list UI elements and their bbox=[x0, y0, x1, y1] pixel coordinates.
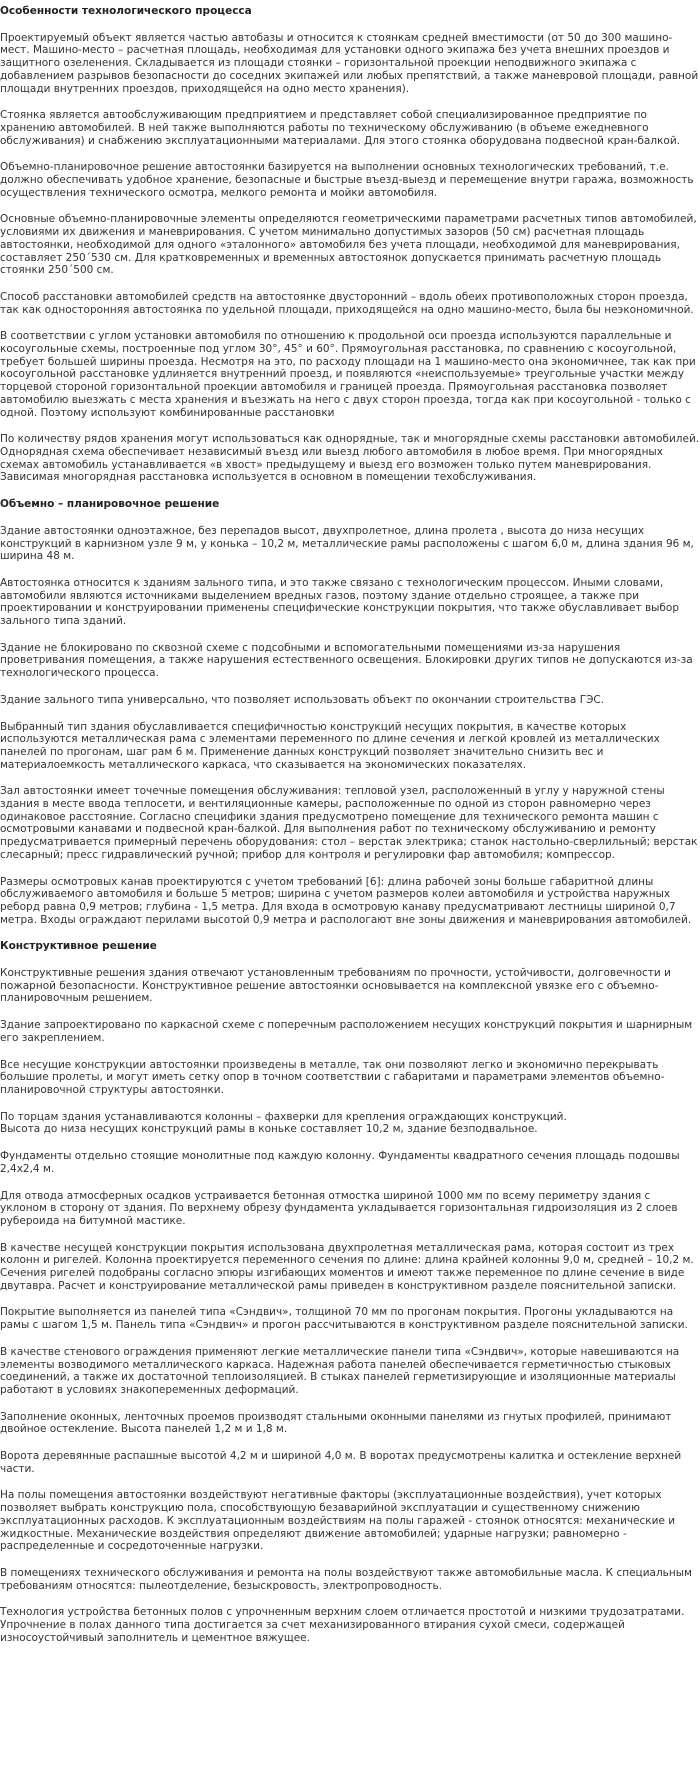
paragraph: Здание зального типа универсально, что позволяет использовать объект по окончании строительства ГЭС. bbox=[0, 693, 605, 706]
section-heading-structural: Конструктивное решение bbox=[0, 940, 157, 953]
paragraph: Для отвода атмосферных осадков устраивается бетонная отмостка шириной 1000 мм по всему периметру здания с уклоном в сторону от здания. По верхнему обрезу фундамента укладывается горизонтальная гидроизоляция из 2 слоев рубероида на битумной мастике. bbox=[0, 1189, 678, 1227]
section-heading-planning: Объемно – планировочное решение bbox=[0, 498, 220, 511]
section-heading-technology: Особенности технологического процесса bbox=[0, 5, 252, 17]
paragraph: Ворота деревянные распашные высотой 4,2 м и шириной 4,0 м. В воротах предусмотрены калитка и остекление верхней части. bbox=[0, 1450, 682, 1475]
paragraph: Проектируемый объект является частью автобазы и относится к стоянкам средней вместимости (от 50 до 300 машино-мест. Машино-место – расчетная площадь, необходимая для установки одного экипажа без учета внешних проездов и защитного озеленения. Складывается из площади стоянки – горизонтальной проекции неподвижного экипажа с добавлением разрывов безопасности до соседних экипажей или любых препятствий, а также маневровой площади, равной площади внутренних проездов, приходящейся на одно место хранения). bbox=[0, 31, 699, 95]
paragraph-columns bbox=[0, 1111, 700, 1136]
paragraph: Здание запроектировано по каркасной схеме с поперечным расположением несущих конструкций покрытия и шарнирным его закреплением. bbox=[0, 1019, 693, 1044]
paragraph: Зал автостоянки имеет точечные помещения обслуживания: тепловой узел, расположенный в углу у наружной стены здания в месте ввода теплосети, и вентиляционные камеры, расположенные по одной из сторон равномерно через одинаковое расстояние. Согласно специфики здания предусмотрено помещение для технического ремонта машин с осмотровыми канавами и подвесной кран-балкой. Для выполнения работ по техническому обслуживанию и ремонту предусматривается примерный перечень оборудования: стол – верстак электрика; станок настольно-сверлильный; верстак слесарный; пресс гидравлический ручной; прибор для контроля и регулировки фар автомобиля; компрессор. bbox=[0, 785, 698, 861]
paragraph-line: Высота до низа несущих конструкций рамы в коньке составляет 10,2 м, здание безподвальное. bbox=[0, 1123, 538, 1136]
paragraph-line: Упрочнение в полах данного типа достигается за счет механизированного втирания сухой смеси, содержащей bbox=[0, 1619, 625, 1632]
paragraph: Заполнение оконных, ленточных проемов производят стальными оконными панелями из гнутых профилей, принимают двойное остекление. Высота панелей 1,2 м и 1,8 м. bbox=[0, 1410, 672, 1436]
paragraph: Выбранный тип здания обуславливается специфичностью конструкций несущих покрытия, в качестве которых используются металлическая рама с элементами переменного по длине сечения и легкой кровлей из металлических панелей по прогонам, шаг рам 6 м. Применение данных конструкций позволяет значительно снизить вес и материалоемкость металлического каркаса, что сказывается на экономических показателях. bbox=[0, 720, 660, 771]
paragraph: Все несущие конструкции автостоянки произведены в металле, так они позволяют легко и экономично перекрывать большие пролеты, и могут иметь сетку опор в точном соответствии с габаритами и параметрами элементов объемно-планировочной структуры автостоянки. bbox=[0, 1058, 665, 1096]
paragraph: Размеры осмотровых канав проектируются с учетом требований [6]: длина рабочей зоны больше габаритной длины обслуживаемого автомобиля и больше 5 метров; ширина с учетом размеров колеи автомобиля и устройства наружных реборд равна 0,9 метров; глубина - 1,5 метра. Для входа в осмотровую канаву предусматривают лестницы шириной 0,7 метра. Входы ограждают перилами высотой 0,9 метра и распологают вне зоны движения и маневрирования автомобилей. bbox=[0, 875, 692, 926]
paragraph: Здание не блокировано по сквозной схеме с подсобными и вспомогательными помещениями из-за нарушения проветривания помещения, а также нарушения естественного освещения. Блокировки других типов не допускаются из-за технологического процесса. bbox=[0, 641, 693, 680]
paragraph: Покрытие выполняется из панелей типа «Сэндвич», толщиной 70 мм по прогонам покрытия. Прогоны укладываются на рамы с шагом 1,5 м. Панель типа «Сэндвич» и прогон рассчитываются в конструктивном разделе пояснительной записки. bbox=[0, 1306, 688, 1332]
paragraph: В помещениях технического обслуживания и ремонта на полы воздействуют также автомобильные масла. К специальным требованиям относятся: пылеотделение, безыскровость, электропроводность. bbox=[0, 1566, 692, 1592]
paragraph: Стоянка является автообслуживающим предприятием и представляет собой специализированное предприятие по хранению автомобилей. В ней также выполняются работы по техническому обслуживанию (в объеме ежедневного обслуживания) и снабжению эксплуатационными материалами. Для этого стоянка оборудована подвесной кран-балкой. bbox=[0, 109, 680, 147]
paragraph-line: износоустойчивый заполнитель и цементное вяжущее. bbox=[0, 1631, 310, 1644]
paragraph: Основные объемно-планировочные элементы определяются геометрическими параметрами расчетных типов автомобилей, условиями их движения и маневрирования. С учетом минимально допустимых зазоров (50 см) расчетная площадь автостоянки, необходимой для одного «эталонного» автомобиля без учета площади, необходимой для маневрирования, составляет 250´530 см. Для кратковременных и временных автостоянок допускается принимать расчетную площадь стоянки 250´500 см. bbox=[0, 213, 697, 277]
paragraph: Способ расстановки автомобилей средств на автостоянке двусторонний – вдоль обеих противоположных сторон проезда, так как односторонняя автостоянка по удельной площади, приходящейся на одно машино-место, была бы неэкономичной. bbox=[0, 290, 694, 316]
paragraph: Объемно-планировочное решение автостоянки базируется на выполнении основных технологических требований, т.е. должно обеспечивать удобное хранение, безопасные и быстрые въезд-выезд и перемещение внутри гаража, возможность осуществления технического осмотра, мелкого ремонта и мойки автомобиля. bbox=[0, 161, 694, 199]
paragraph: Конструктивные решения здания отвечают установленным требованиям по прочности, устойчивости, долговечности и пожарной безопасности. Конструктивное решение автостоянки основывается на комплексной увязке его с объемно-планировочным решением. bbox=[0, 967, 671, 1005]
paragraph: Здание автостоянки одноэтажное, без перепадов высот, двухпролетное, длина пролета , высота до низа несущих конструкций в карнизном узле 9 м, у конька – 10,2 м, металлические рамы расположены с шагом 6,0 м, длина здания 96 м, ширина 48 м. bbox=[0, 524, 694, 563]
paragraph: В качестве стенового ограждения применяют легкие металлические панели типа «Сэндвич», которые навешиваются на элементы возводимого металлического каркаса. Надежная работа панелей обеспечивается герметичностью стыковых соединений, а также их достаточной теплоизоляцией. В стыках панелей герметизирующие и изоляционные материалы работают в условиях знакопеременных деформаций. bbox=[0, 1345, 680, 1396]
paragraph: В соответствии с углом установки автомобиля по отношению к продольной оси проезда используются параллельные и косоугольные схемы, построенные под углом 30°, 45° и 60°. Прямоугольная расстановка, по сравнению с косоугольной, требует большей ширины проезда. Несмотря на это, по расходу площади на 1 машино-место она экономичнее, так как при косоугольной расстановке удлиняется внутренний проезд, и появляются «неиспользуемые» треугольные участки между торцевой стороной горизонтальной проекции автомобиля и границей проезда. Прямоугольная расстановка позволяет автомобилю выезжать с места хранения и въезжать на него с двух сторон проезда, тогда как при косоугольной - только с одной. Поэтому используют комбинированные расстановки bbox=[0, 330, 696, 419]
paragraph-line: Технология устройства бетонных полов с упрочненным верхним слоем отличается простотой и низкими трудозатратами. bbox=[0, 1606, 685, 1619]
paragraph: В качестве несущей конструкции покрытия использована двухпролетная металлическая рама, которая состоит из трех колонн и ригелей. Колонна проектируется переменного сечения по длине: длина крайней колонны 9,0 м, средней – 10,2 м. Сечения ригелей подобраны согласно эпюры изгибающих моментов и имеют также переменное по длине сечение в виде двутавра. Расчет и конструирование металлической рамы приведен в конструктивном разделе пояснительной записки. bbox=[0, 1241, 694, 1292]
paragraph: На полы помещения автостоянки воздействуют негативные факторы (эксплуатационные воздействия), учет которых позволяет выбрать конструкцию пола, способствующую безаварийной эксплуатации и существенному снижению эксплуатационных расходов. К эксплуатационным воздействиям на полы гаражей - стоянок относятся: механические и жидкостные. Механические воздействия определяют движение автомобилей; ударные нагрузки; равномерно - распределенные и сосредоточенные нагрузки. bbox=[0, 1489, 676, 1553]
paragraph: Автостоянка относится к зданиям зального типа, и это также связано с технологическим процессом. Иными словами, автомобили являются источниками выделением вредных газов, поэтому здание отдельно строящее, а также при проектировании и конструировании применены специфические конструкции покрытия, что также обуславливает выбор зального типа зданий. bbox=[0, 576, 679, 628]
paragraph-line: По торцам здания устанавливаются колонны – фахверки для крепления ограждающих конструкций. bbox=[0, 1110, 567, 1123]
paragraph-floors bbox=[0, 1606, 700, 1644]
paragraph: По количеству рядов хранения могут использоваться как однорядные, так и многорядные схемы расстановки автомобилей. Однорядная схема обеспечивает независимый въезд или выезд любого автомобиля в любое время. При многорядных схемах автомобиль устанавливается «в хвост» предыдущему и выезд его возможен только путем маневрирования. Зависимая многорядная расстановка используется в основном в помещении техобслуживания. bbox=[0, 433, 700, 484]
paragraph: Фундаменты отдельно стоящие монолитные под каждую колонну. Фундаменты квадратного сечения площадь подошвы 2,4х2,4 м. bbox=[0, 1150, 680, 1175]
